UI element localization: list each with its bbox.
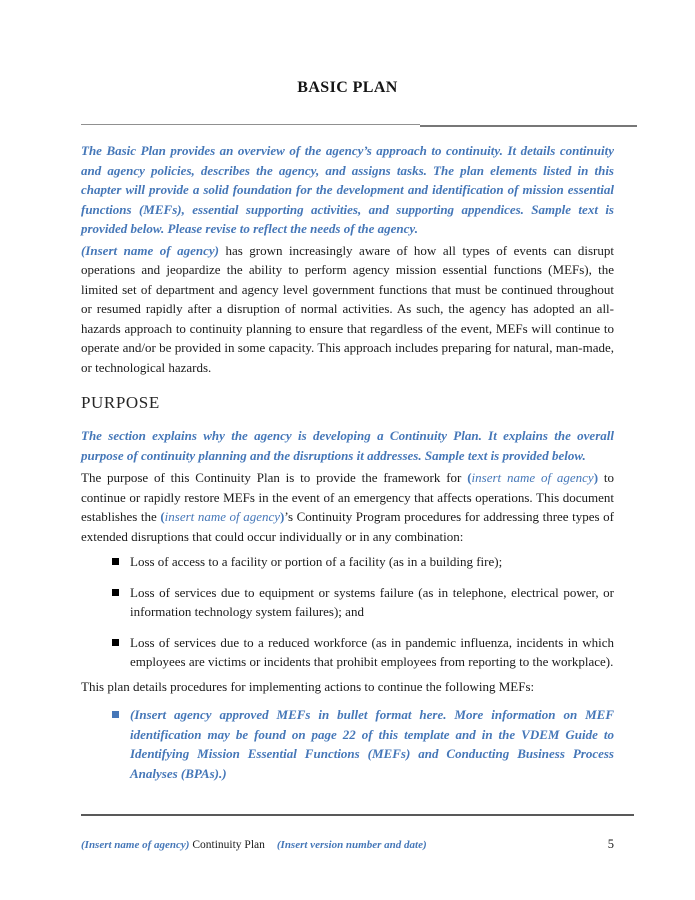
footer-version-placeholder: (Insert version number and date) [276,839,427,851]
purpose-paragraph [81,468,614,546]
placeholder-paren: ( [467,470,472,485]
square-bullet-icon [112,589,119,596]
placeholder-paren: ) [280,509,285,524]
footer-agency-placeholder: (Insert name of agency) [81,839,190,851]
opening-paragraph [81,241,614,378]
footer-doc-name: Continuity Plan [192,839,265,851]
title-divider-left-segment [81,124,420,125]
title-divider-right-segment [420,125,637,127]
square-bullet-icon [112,639,119,646]
page-footer [81,837,614,852]
purpose-paragraph-text: The purpose of this Continuity Plan is to provide the framework for [81,470,468,485]
footer-divider [81,814,634,816]
placeholder-paren: ( [160,509,165,524]
mef-intro-line: This plan details procedures for implementing actions to continue the following MEFs: [81,678,535,694]
list-item [81,552,614,572]
opening-paragraph-text: has grown increasingly aware of how all types of events can disrupt operations and jeopardize the ability to perform agency mission essential functions (MEFs), the limited set of department and agency level government functions that must be continued throughout or resumed rapidly after a disruption of normal activities. As such, the agency has adopted an all-hazards approach to continuity planning to ensure that regardless of the event, MEFs will continue to operate and/or be provided in some capacity. This approach includes preparing for natural, man-made, or technological hazards. [81,242,614,375]
purpose-paragraph-text: ’s Continuity Program procedures for addressing three types of extended disruptions that could occur individually or in any combination: [81,509,614,544]
mef-placeholder-text: (Insert agency approved MEFs in bullet format here. More information on MEF identification may be found on page 22 of this template and in the VDEM Guide to Identifying Mission Essential Functions (MEFs) and Conducting Business Process Analyses (BPAs).) [130,707,614,781]
list-item-text: Loss of access to a facility or portion of a facility (as in a building fire); [130,554,503,569]
purpose-paragraph-text: to continue or rapidly restore MEFs in the event of an emergency that affects operations. This document establishes the [81,470,614,524]
agency-name-placeholder: insert name of agency [164,509,281,524]
disruption-types-list [81,552,614,672]
agency-name-placeholder: (Insert name of agency) [81,242,219,258]
list-item [81,633,614,672]
list-item-text: Loss of services due to a reduced workforce (as in pandemic influenza, incidents in which employees are victims or incidents that prohibit employees from reporting to the workplace). [130,634,614,669]
chapter-instruction-note: The Basic Plan provides an overview of the agency’s approach to continuity. It details continuity and agency policies, describes the agency, and assigns tasks. The plan elements listed in this chapter will provide a solid foundation for the development and identification of mission essential functions (MEFs), essential supporting activities, and supporting appendices. Sample text is provided below. Please revise to reflect the needs of the agency. [81,143,614,236]
purpose-instruction-note: The section explains why the agency is developing a Continuity Plan. It explains the overall purpose of continuity planning and the disruptions it addresses. Sample text is provided below. [81,428,614,463]
purpose-heading: PURPOSE [81,393,160,412]
square-bullet-icon [112,711,119,718]
page-title: BASIC PLAN [297,79,398,96]
list-item [81,583,614,622]
placeholder-paren: ) [593,470,599,485]
page-content [81,0,614,783]
agency-name-placeholder: insert name of agency [471,470,594,485]
square-bullet-icon [112,558,119,565]
footer-page-number: 5 [607,837,614,851]
mef-placeholder-item [81,705,614,783]
title-divider [81,124,637,128]
list-item-text: Loss of services due to equipment or systems failure (as in telephone, electrical power, or information technology system failures); and [130,584,614,619]
footer-left [81,839,427,851]
